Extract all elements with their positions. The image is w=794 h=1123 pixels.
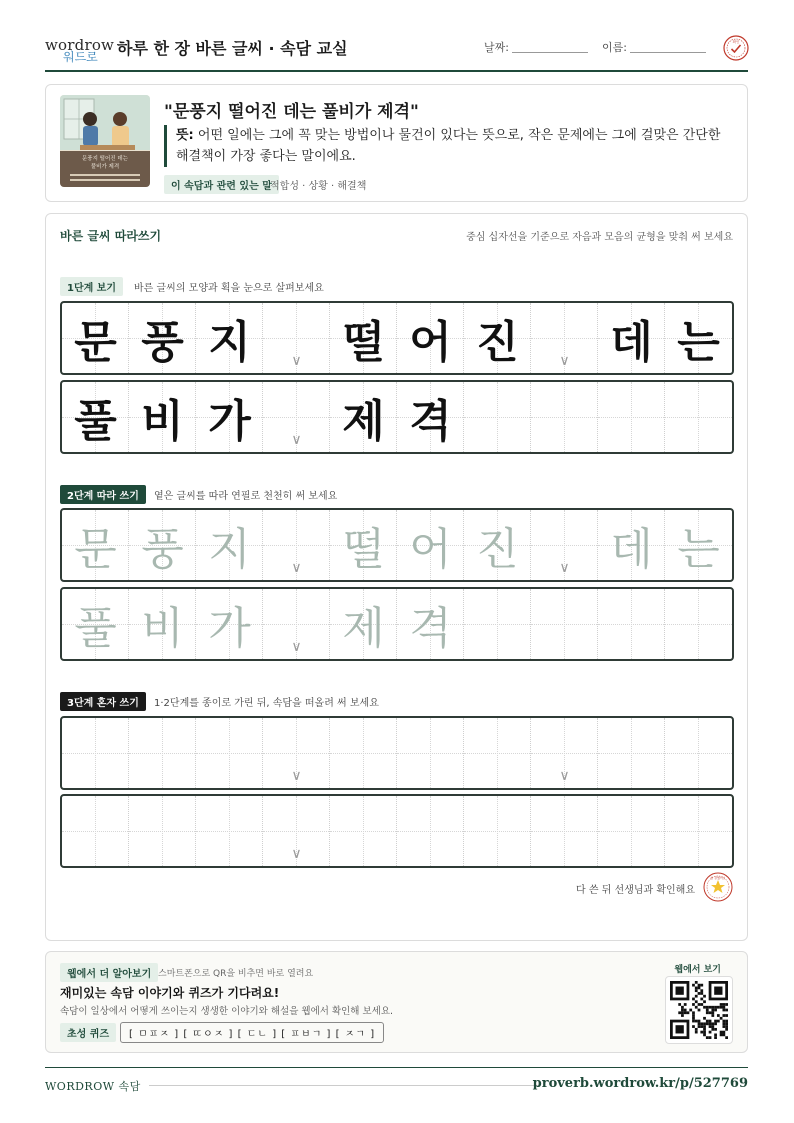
grid-char: 가	[208, 396, 251, 447]
grid-cell[interactable]	[129, 718, 196, 788]
grid-char	[464, 718, 531, 788]
grid-cell	[129, 382, 196, 452]
logo-wordmark: wordrow	[45, 36, 115, 54]
grid-char	[665, 796, 732, 866]
grid-cell[interactable]	[330, 589, 397, 659]
grid-cell	[464, 303, 531, 373]
grid-cell[interactable]	[464, 796, 531, 866]
svg-text:참 잘했어요: 참 잘했어요	[710, 875, 726, 880]
grid-char: 문	[74, 317, 117, 368]
grid-char: 풀	[74, 603, 117, 654]
proverb-card	[45, 84, 748, 202]
grid-char	[598, 796, 665, 866]
grid-char	[330, 718, 397, 788]
grid-char	[531, 796, 598, 866]
web-headline: 재미있는 속담 이야기와 퀴즈가 기다려요!	[60, 986, 280, 1000]
space-mark-icon: ∨	[291, 353, 302, 369]
grid-cell[interactable]	[397, 589, 464, 659]
grid-cell[interactable]	[665, 589, 732, 659]
grid-cell[interactable]	[665, 510, 732, 580]
grid-char: 지	[208, 524, 251, 575]
grid-char	[330, 796, 397, 866]
grid-char	[62, 718, 129, 788]
step3-label: 3단계 혼자 쓰기	[60, 692, 146, 711]
logo-korean: 워드로	[63, 50, 98, 64]
grid-char	[464, 382, 531, 452]
star-stamp-icon	[703, 872, 733, 902]
grid-cell	[464, 382, 531, 452]
grid-char: 떨	[342, 317, 385, 368]
section-title: 바른 글씨 따라쓰기	[60, 229, 162, 243]
proverb-meaning	[164, 125, 724, 167]
grid-char: 비	[141, 603, 184, 654]
grid-char	[464, 796, 531, 866]
space-mark-icon: ∨	[291, 768, 302, 784]
web-tag: 웹에서 더 알아보기	[60, 963, 158, 982]
grid-char	[531, 382, 598, 452]
date-field[interactable]	[512, 52, 588, 53]
grid-cell[interactable]	[598, 796, 665, 866]
footer-url[interactable]: proverb.wordrow.kr/p/527769	[532, 1076, 748, 1091]
grid-cell	[196, 382, 263, 452]
grid-cell[interactable]	[464, 510, 531, 580]
grid-cell[interactable]	[330, 510, 397, 580]
grid-cell[interactable]	[196, 796, 263, 866]
grid-cell[interactable]	[62, 718, 129, 788]
grid-cell[interactable]	[531, 796, 598, 866]
chosung-quiz: [ ㅁㅍㅈ ] [ ㄸㅇㅈ ] [ ㄷㄴ ] [ ㅍㅂㄱ ] [ ㅈㄱ ]	[120, 1022, 384, 1043]
grid-char	[196, 796, 263, 866]
grid-cell	[397, 382, 464, 452]
grid-cell[interactable]	[62, 510, 129, 580]
grid-cell[interactable]	[397, 510, 464, 580]
proverb-illustration	[60, 95, 150, 187]
grid-cell[interactable]	[129, 796, 196, 866]
grid-cell[interactable]	[397, 796, 464, 866]
grid-cell	[531, 382, 598, 452]
grid-cell	[196, 303, 263, 373]
date-label: 날짜:	[484, 41, 509, 54]
grid-cell[interactable]	[330, 796, 397, 866]
grid-char: 진	[476, 317, 519, 368]
grid-cell	[665, 382, 732, 452]
check-note: 다 쓴 뒤 선생님과 확인해요	[576, 885, 695, 896]
meaning-label: 뜻:	[176, 128, 194, 143]
grid-char	[129, 718, 196, 788]
grid-char: 데	[610, 524, 653, 575]
grid-char	[531, 589, 598, 659]
grid-cell	[598, 382, 665, 452]
grid-cell[interactable]	[330, 718, 397, 788]
wordrow-logo	[45, 34, 115, 64]
web-tag-note: 스마트폰으로 QR을 비추면 바로 열려요	[158, 969, 314, 979]
svg-text:풀비가 제격: 풀비가 제격	[90, 164, 120, 170]
step3-row2[interactable]	[60, 794, 734, 868]
grid-cell	[129, 303, 196, 373]
grid-char: 풀	[74, 396, 117, 447]
grid-char: 진	[476, 524, 519, 575]
grid-char	[129, 796, 196, 866]
check-stamp-icon	[723, 35, 749, 61]
grid-cell[interactable]	[464, 589, 531, 659]
grid-char: 격	[409, 603, 452, 654]
grid-char: 비	[141, 396, 184, 447]
page-footer	[45, 1067, 748, 1093]
quiz-label: 초성 퀴즈	[60, 1023, 116, 1042]
related-label: 이 속담과 관련 있는 말	[164, 175, 279, 194]
grid-cell[interactable]	[62, 589, 129, 659]
grid-char: 는	[677, 317, 720, 368]
step2-desc: 옅은 글씨를 따라 연필로 천천히 써 보세요	[154, 491, 338, 502]
grid-cell[interactable]	[263, 796, 330, 866]
grid-char	[196, 718, 263, 788]
space-mark-icon: ∨	[291, 639, 302, 655]
related-words: 적합성 · 상황 · 해결책	[270, 181, 367, 192]
practice-section	[45, 213, 748, 941]
grid-char	[598, 589, 665, 659]
meaning-text: 어떤 일에는 그에 꼭 맞는 방법이나 물건이 있다는 뜻으로, 작은 문제에는 그에 걸맞은 간단한 해결책이 가장 좋다는 말이에요.	[176, 128, 721, 164]
space-mark-icon: ∨	[559, 560, 570, 576]
grid-cell[interactable]	[129, 510, 196, 580]
grid-char: 지	[208, 317, 251, 368]
grid-char	[598, 718, 665, 788]
worksheet-title: 하루 한 장 바른 글씨 · 속담 교실	[117, 39, 348, 58]
grid-char: 풍	[141, 317, 184, 368]
grid-cell[interactable]	[598, 718, 665, 788]
grid-cell[interactable]	[129, 589, 196, 659]
grid-char	[62, 796, 129, 866]
grid-cell[interactable]	[263, 510, 330, 580]
grid-cell[interactable]	[665, 796, 732, 866]
grid-char	[397, 796, 464, 866]
grid-cell[interactable]	[531, 589, 598, 659]
space-mark-icon: ∨	[291, 846, 302, 862]
space-mark-icon: ∨	[559, 768, 570, 784]
grid-cell	[665, 303, 732, 373]
grid-cell[interactable]	[531, 718, 598, 788]
grid-cell[interactable]	[196, 718, 263, 788]
grid-cell	[263, 303, 330, 373]
grid-cell[interactable]	[598, 510, 665, 580]
grid-char	[665, 382, 732, 452]
web-promo-box	[45, 951, 748, 1053]
step1-row1	[60, 301, 734, 375]
step3-desc: 1·2단계를 종이로 가린 뒤, 속담을 떠올려 써 보세요	[154, 698, 379, 709]
space-mark-icon: ∨	[291, 432, 302, 448]
grid-char: 떨	[342, 524, 385, 575]
grid-char: 는	[677, 524, 720, 575]
grid-char: 문	[74, 524, 117, 575]
grid-cell	[62, 382, 129, 452]
qr-code-icon	[670, 981, 728, 1039]
grid-char: 풍	[141, 524, 184, 575]
grid-cell	[598, 303, 665, 373]
grid-cell[interactable]	[598, 589, 665, 659]
grid-char: 어	[409, 524, 452, 575]
grid-cell	[330, 303, 397, 373]
grid-char: 가	[208, 603, 251, 654]
name-field[interactable]	[630, 52, 706, 53]
grid-cell[interactable]	[196, 510, 263, 580]
grid-char: 제	[342, 396, 385, 447]
grid-char	[665, 718, 732, 788]
grid-cell	[531, 303, 598, 373]
step2-row1[interactable]	[60, 508, 734, 582]
step1-row2	[60, 380, 734, 454]
grid-char: 격	[409, 396, 452, 447]
grid-char	[464, 589, 531, 659]
grid-cell[interactable]	[397, 718, 464, 788]
grid-cell[interactable]	[263, 718, 330, 788]
svg-text:확인: 확인	[732, 40, 740, 44]
step2-label: 2단계 따라 쓰기	[60, 485, 146, 504]
grid-cell[interactable]	[464, 718, 531, 788]
footer-divider	[149, 1085, 539, 1086]
web-desc: 속담이 일상에서 어떻게 쓰이는지 생생한 이야기와 해설을 웹에서 확인해 보세요.	[60, 1006, 394, 1017]
page-header	[45, 30, 748, 72]
name-label: 이름:	[602, 41, 627, 54]
svg-text:문풍지 떨어진 데는: 문풍지 떨어진 데는	[81, 156, 129, 162]
qr-label: 웹에서 보기	[674, 965, 721, 975]
grid-char: 어	[409, 317, 452, 368]
grid-cell[interactable]	[62, 796, 129, 866]
proverb-title: "문풍지 떨어진 데는 풀비가 제격"	[164, 102, 419, 122]
section-note: 중심 십자선을 기준으로 자음과 모음의 균형을 맞춰 써 보세요	[466, 232, 733, 243]
qr-code[interactable]	[665, 976, 733, 1044]
grid-cell	[330, 382, 397, 452]
grid-cell	[397, 303, 464, 373]
grid-char	[665, 589, 732, 659]
grid-cell[interactable]	[196, 589, 263, 659]
grid-char: 데	[610, 317, 653, 368]
grid-cell[interactable]	[263, 589, 330, 659]
grid-char: 제	[342, 603, 385, 654]
grid-cell[interactable]	[531, 510, 598, 580]
footer-brand: WORDROW 속담	[45, 1080, 141, 1093]
space-mark-icon: ∨	[291, 560, 302, 576]
step3-row1[interactable]	[60, 716, 734, 790]
grid-char	[598, 382, 665, 452]
grid-char	[397, 718, 464, 788]
step1-desc: 바른 글씨의 모양과 획을 눈으로 살펴보세요	[134, 283, 324, 294]
step1-label: 1단계 보기	[60, 277, 123, 296]
grid-cell	[263, 382, 330, 452]
step2-row2[interactable]	[60, 587, 734, 661]
space-mark-icon: ∨	[559, 353, 570, 369]
grid-cell[interactable]	[665, 718, 732, 788]
grid-cell	[62, 303, 129, 373]
